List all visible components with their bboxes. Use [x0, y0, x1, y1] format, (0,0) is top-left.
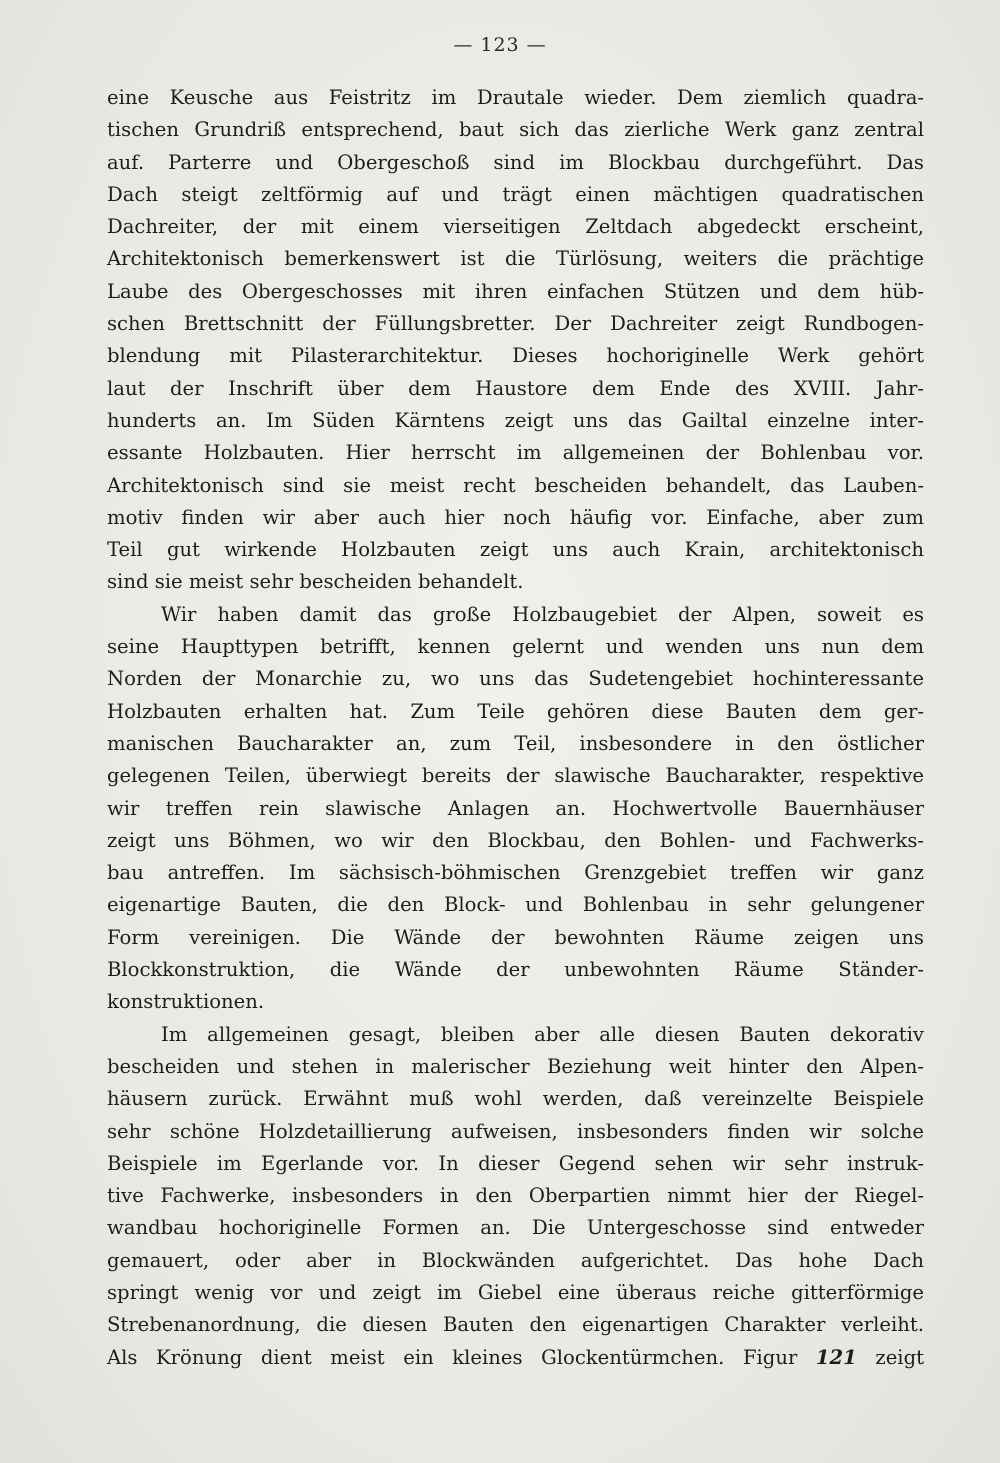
text-line: essante Holzbauten. Hier herrscht im allgemeinen der Bohlenbau vor.	[107, 441, 924, 465]
paragraph-end-line: konstruktionen.	[107, 990, 265, 1014]
text-line: bau antreffen. Im sächsisch-böhmischen Grenzgebiet treffen wir ganz	[107, 861, 924, 885]
text-line: Form vereinigen. Die Wände der bewohnten Räume zeigen uns	[107, 925, 924, 949]
text-line: Strebenanordnung, die diesen Bauten den eigenartigen Charakter verleiht.	[107, 1313, 924, 1337]
text-line: Dachreiter, der mit einem vierseitigen Zeltdach abgedeckt erscheint,	[107, 215, 924, 239]
text-line: auf. Parterre und Obergeschoß sind im Blockbau durchgeführt. Das	[107, 150, 924, 174]
text-line: wandbau hochoriginelle Formen an. Die Untergeschosse sind entweder	[107, 1216, 924, 1240]
text-line: Blockkonstruktion, die Wände der unbewohnten Räume Ständer-	[107, 958, 924, 982]
text-line: Teil gut wirkende Holzbauten zeigt uns auch Krain, architektonisch	[107, 538, 924, 562]
figure-reference: 121	[815, 1345, 857, 1369]
text-line: tive Fachwerke, insbesonders in den Oberpartien nimmt hier der Riegel-	[107, 1184, 924, 1208]
text-line: blendung mit Pilasterarchitektur. Dieses hochoriginelle Werk gehört	[107, 344, 924, 368]
text-line: gelegenen Teilen, überwiegt bereits der slawische Baucharakter, respektive	[107, 764, 924, 788]
paragraph-start-line: Wir haben damit das große Holzbaugebiet der Alpen, soweit es	[161, 602, 924, 626]
text-line: Dach steigt zeltförmig auf und trägt einen mächtigen quadratischen	[107, 182, 924, 206]
text-line: Laube des Obergeschosses mit ihren einfachen Stützen und dem hüb-	[107, 279, 924, 303]
text-line: Architektonisch sind sie meist recht bescheiden behandelt, das Lauben-	[107, 473, 924, 497]
paragraph-start-line: Im allgemeinen gesagt, bleiben aber alle diesen Bauten dekorativ	[161, 1022, 924, 1046]
body-text	[107, 82, 924, 1374]
text-line: wir treffen rein slawische Anlagen an. Hochwertvolle Bauernhäuser	[107, 796, 924, 820]
text-line: seine Haupttypen betrifft, kennen gelernt und wenden uns nun dem	[107, 635, 924, 659]
text-line: häusern zurück. Erwähnt muß wohl werden, daß vereinzelte Beispiele	[107, 1087, 924, 1111]
text-line-figure-reference	[107, 1342, 924, 1374]
text-line: zeigt uns Böhmen, wo wir den Blockbau, den Bohlen- und Fachwerks-	[107, 828, 924, 852]
text-line: Norden der Monarchie zu, wo uns das Sudetengebiet hochinteressante	[107, 667, 924, 691]
text-line: Holzbauten erhalten hat. Zum Teile gehören diese Bauten dem ger-	[107, 699, 924, 723]
page-number: — 123 —	[453, 34, 547, 56]
text-line: tischen Grundriß entsprechend, baut sich das zierliche Werk ganz zentral	[107, 118, 924, 142]
final-line-text: Als Krönung dient meist ein kleines Glockentürmchen. Figur	[107, 1345, 816, 1369]
text-line: Beispiele im Egerlande vor. In dieser Gegend sehen wir sehr instruk-	[107, 1151, 924, 1175]
text-line: Architektonisch bemerkenswert ist die Türlösung, weiters die prächtige	[107, 247, 924, 271]
text-line: hunderts an. Im Süden Kärntens zeigt uns das Gailtal einzelne inter-	[107, 408, 924, 432]
text-line: eigenartige Bauten, die den Block- und Bohlenbau in sehr gelungener	[107, 893, 924, 917]
text-line: bescheiden und stehen in malerischer Beziehung weit hinter den Alpen-	[107, 1054, 924, 1078]
paragraph-end-line: sind sie meist sehr bescheiden behandelt.	[107, 570, 524, 594]
text-line: motiv finden wir aber auch hier noch häufig vor. Einfache, aber zum	[107, 505, 924, 529]
text-line: gemauert, oder aber in Blockwänden aufgerichtet. Das hohe Dach	[107, 1248, 924, 1272]
text-line: sehr schöne Holzdetaillierung aufweisen, insbesonders finden wir solche	[107, 1119, 924, 1143]
text-line: manischen Baucharakter an, zum Teil, insbesondere in den östlicher	[107, 731, 924, 755]
final-line-text-end: zeigt	[856, 1345, 924, 1369]
text-line: eine Keusche aus Feistritz im Drautale wieder. Dem ziemlich quadra-	[107, 86, 924, 109]
text-line: schen Brettschnitt der Füllungsbretter. Der Dachreiter zeigt Rundbogen-	[107, 312, 924, 336]
text-line: laut der Inschrift über dem Haustore dem Ende des XVIII. Jahr-	[107, 376, 924, 400]
text-line: springt wenig vor und zeigt im Giebel eine überaus reiche gitterförmige	[107, 1280, 924, 1304]
